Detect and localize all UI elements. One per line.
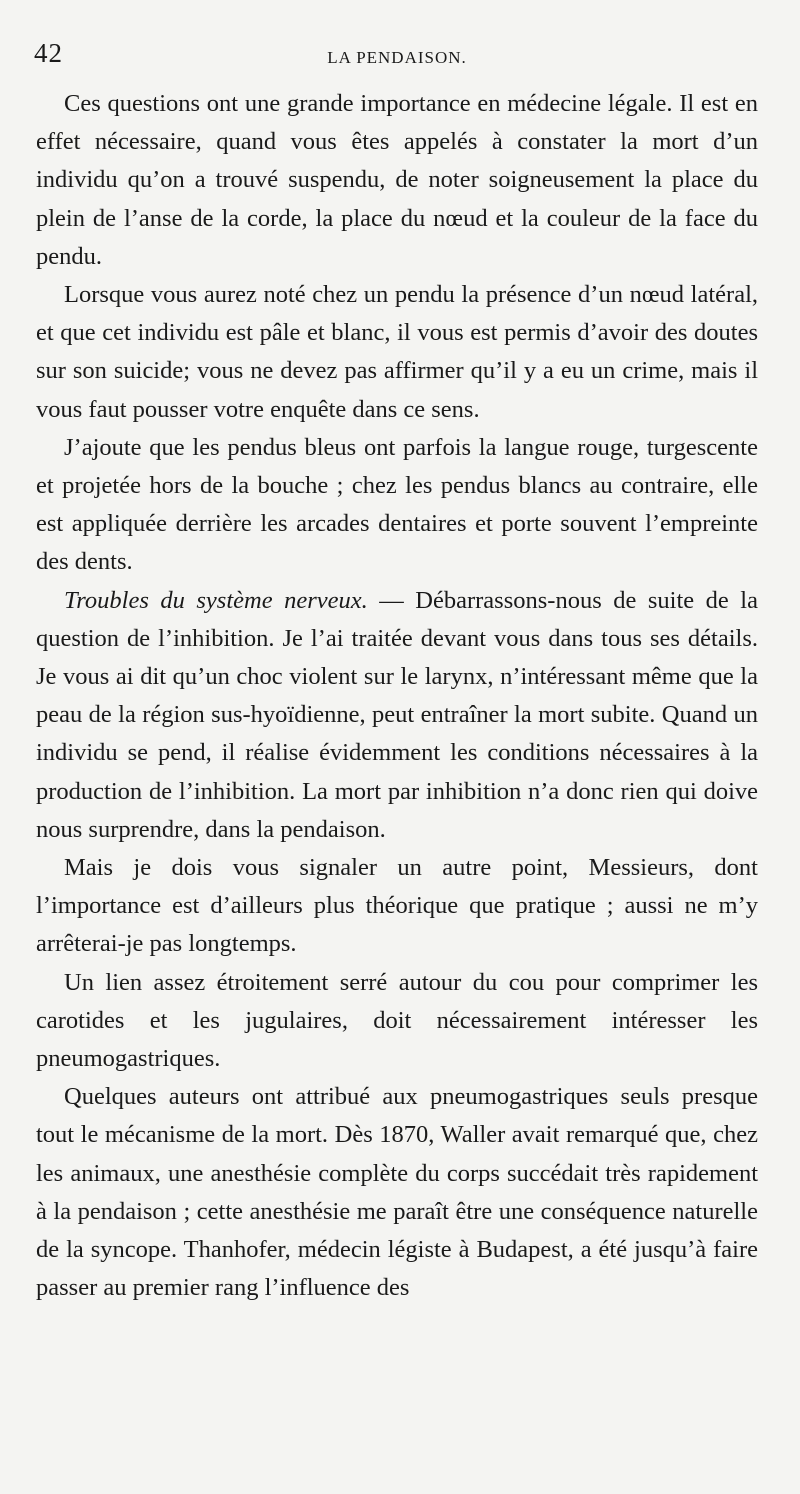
section-text: — Débarrassons-nous de suite de la question de l’inhibition. Je l’ai traitée devant vous dans tous ses détails. Je vous ai dit qu’un choc violent sur le larynx, n’intéressant même que la peau de la région sus-hyoïdienne, peut entraîner la mort subite. Quand un individu se pend, il réalise évidemment les conditions nécessaires à la production de l’inhibition. La mort par inhibition n’a donc rien qui doive nous surprendre, dans la pendaison. <box>36 586 758 843</box>
paragraph-6: Un lien assez étroitement serré autour du cou pour comprimer les carotides et les jugulaires, doit nécessairement intéresser les pneumogastriques. <box>36 968 758 1073</box>
section-paragraph <box>36 582 758 849</box>
paragraph-1: Ces questions ont une grande importance en médecine légale. Il est en effet nécessaire, quand vous êtes appelés à constater la mort d’un individu qu’on a trouvé suspendu, de noter soigneusement la place du plein de l’anse de la corde, la place du nœud et la couleur de la face du pendu. <box>36 90 758 270</box>
running-title: LA PENDAISON. <box>327 48 467 67</box>
page-header <box>34 38 760 78</box>
page-number: 42 <box>34 38 63 68</box>
paragraph-7: Quelques auteurs ont attribué aux pneumogastriques seuls presque tout le mécanisme de la mort. Dès 1870, Waller avait remarqué que, chez les animaux, une anesthésie complète du corps succédait très rapidement à la pendaison ; cette anesthésie me paraît être une conséquence naturelle de la syncope. Thanhofer, médecin légiste à Budapest, a été jusqu’à faire passer au premier rang l’influence des <box>36 1083 758 1302</box>
paragraph-5: Mais je dois vous signaler un autre point, Messieurs, dont l’importance est d’ailleurs plus théorique que pratique ; aussi ne m’y arrêterai-je pas longtemps. <box>36 854 758 958</box>
paragraph-2: Lorsque vous aurez noté chez un pendu la présence d’un nœud latéral, et que cet individu est pâle et blanc, il vous est permis d’avoir des doutes sur son suicide; vous ne devez pas affirmer qu’il y a eu un crime, mais il vous faut pousser votre enquête dans ce sens. <box>36 281 758 423</box>
paragraph-3: J’ajoute que les pendus bleus ont parfois la langue rouge, turgescente et projetée hors de la bouche ; chez les pendus blancs au contraire, elle est appliquée derrière les arcades dentaires et porte souvent l’empreinte des dents. <box>36 433 758 576</box>
section-heading: Troubles du système nerveux. <box>64 586 368 614</box>
body-text <box>36 85 758 1308</box>
